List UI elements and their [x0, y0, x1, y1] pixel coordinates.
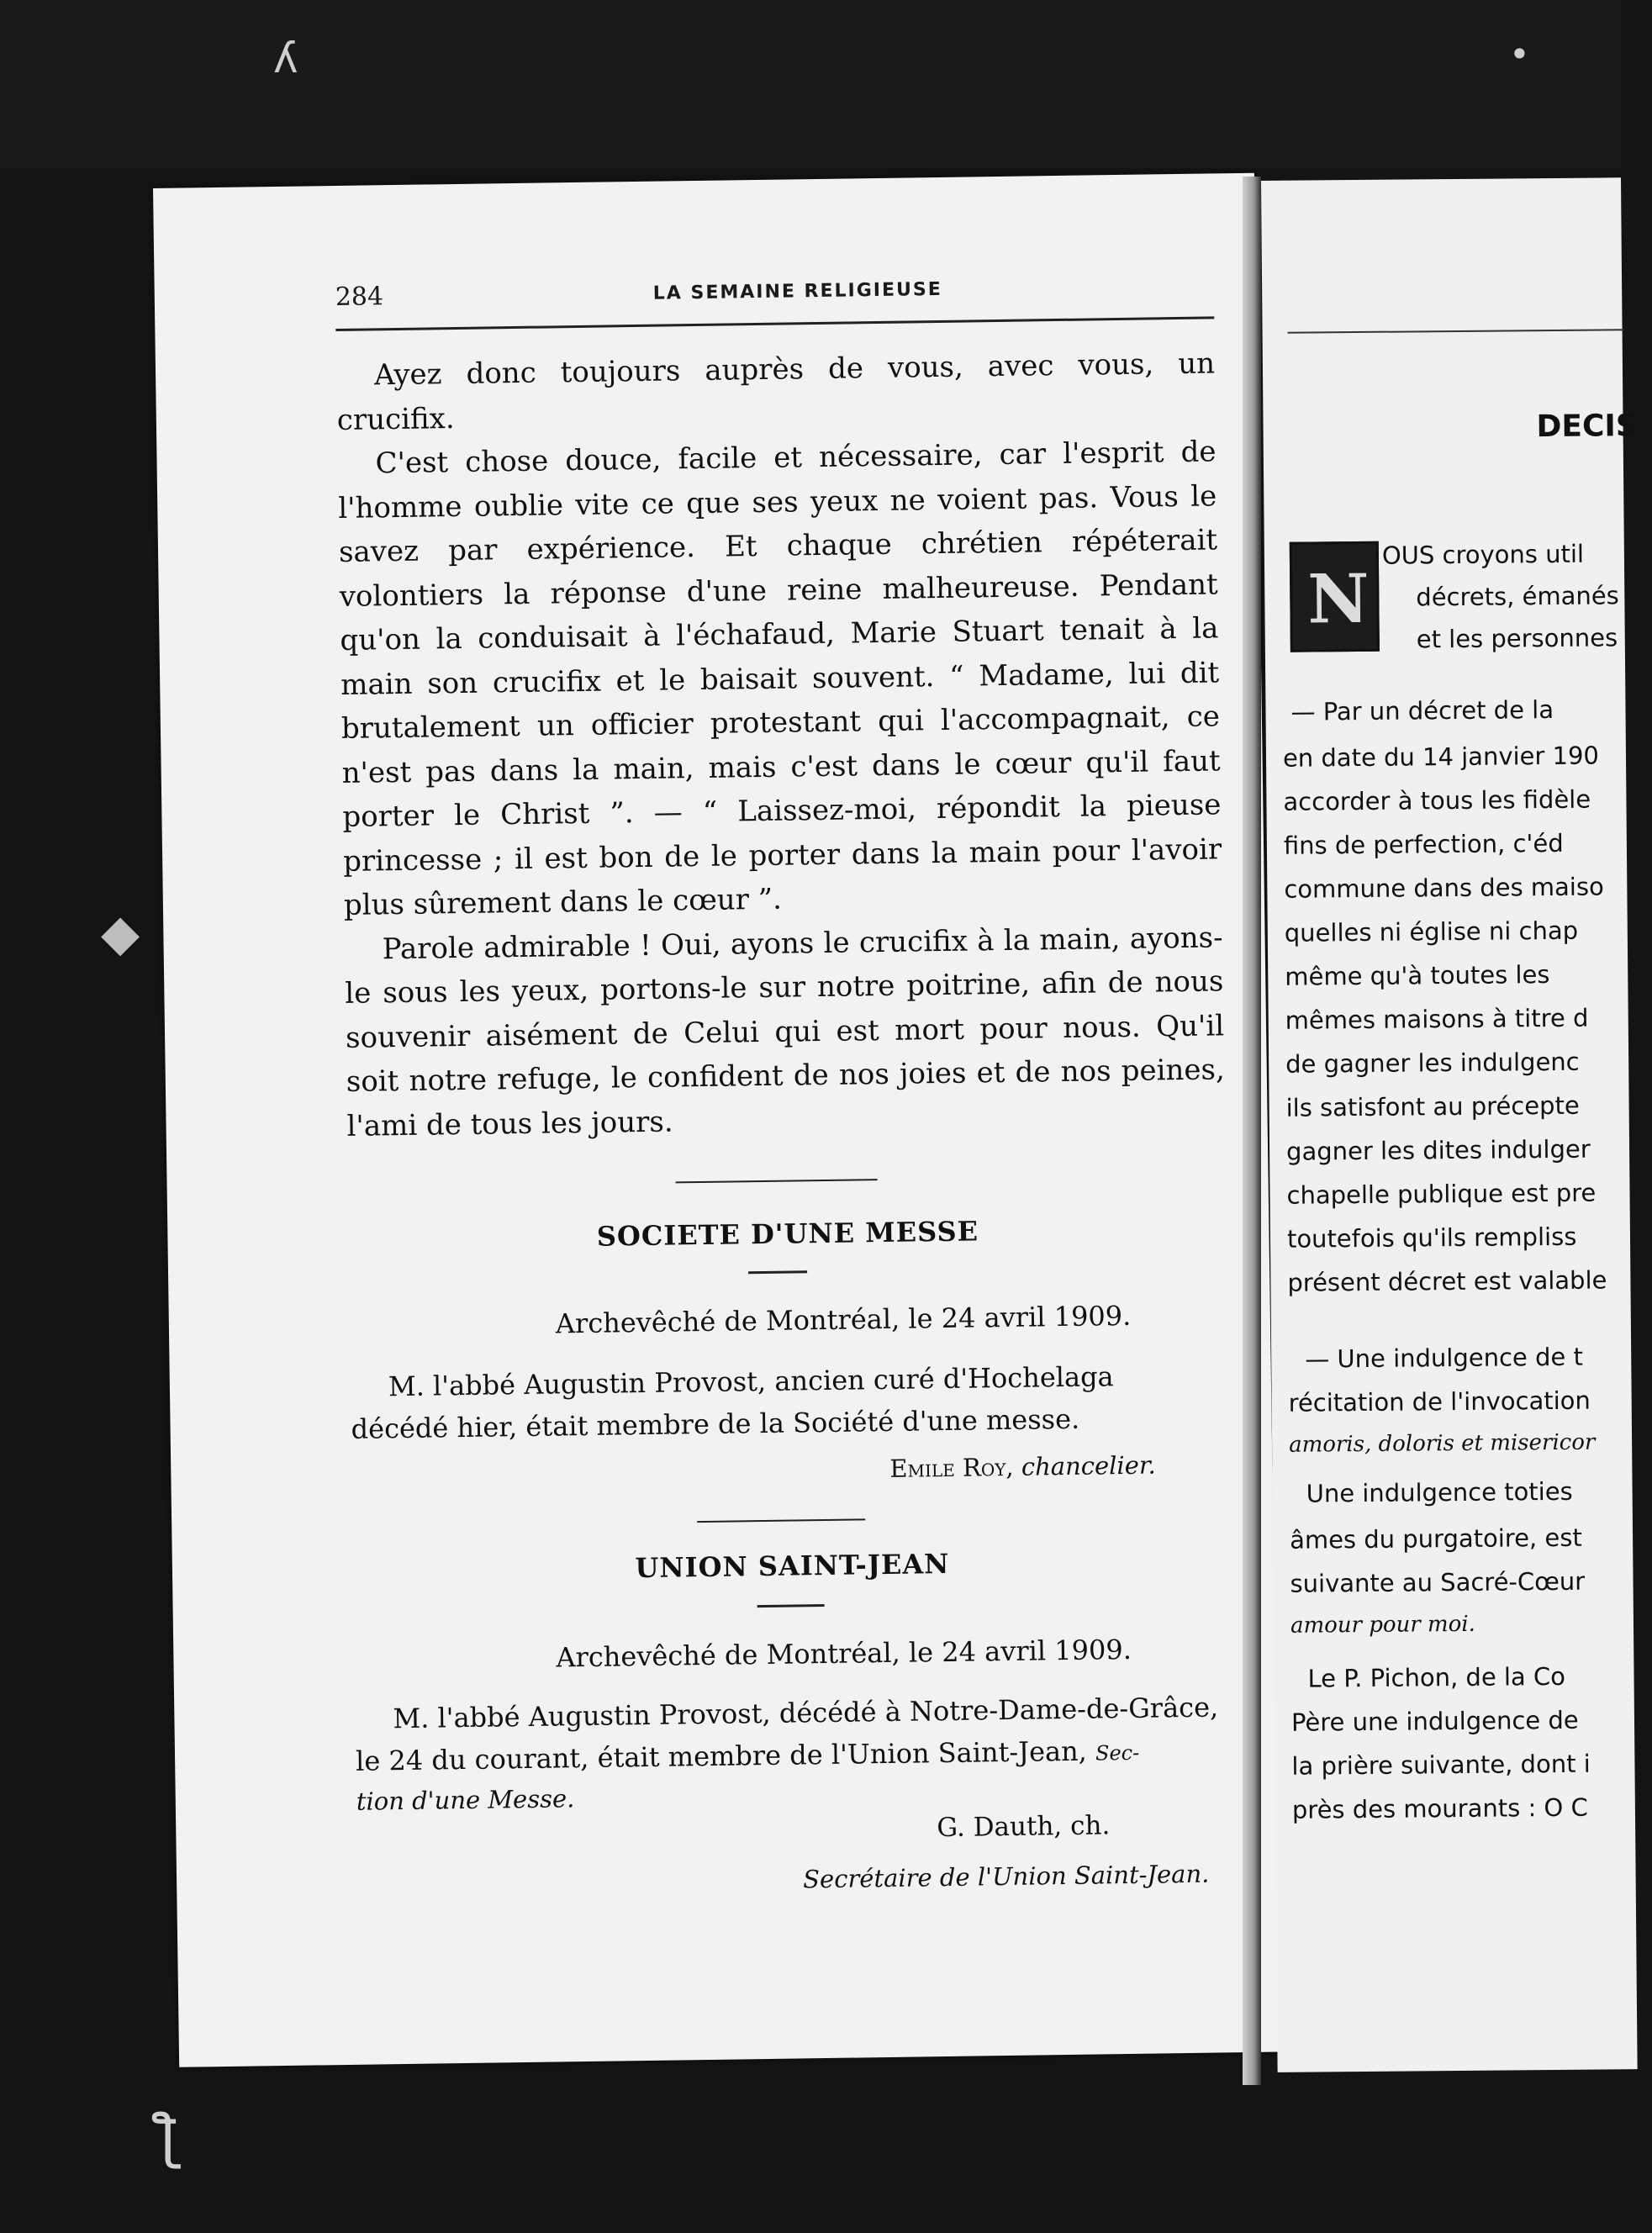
right-text-line: — Par un décret de la [1290, 694, 1554, 726]
right-text-line: amoris, doloris et misericor [1288, 1429, 1596, 1458]
right-text-line: commune dans des maiso [1284, 872, 1604, 904]
societe-signature [889, 1450, 1156, 1482]
paragraph: Ayez donc toujours auprès de vous, avec vous, un crucifix. [336, 346, 1216, 437]
paragraph: Parole admirable ! Oui, ayons le crucifix à la main, ayons-le sous les yeux, portons-le sur notre poitrine, afin de nous souvenir aisément de Celui qui est mort pour nous. Qu'il soit notre refuge, le confident de nos joies et de nos peines, l'ami de tous les jours. [345, 920, 1226, 1143]
right-text-line: quelles ni église ni chap [1284, 916, 1579, 948]
right-text-line: présent décret est valable [1287, 1265, 1607, 1297]
societe-dateline: Archevêché de Montréal, le 24 avril 1909. [555, 1299, 1132, 1340]
right-text-line: récitation de l'invocation [1288, 1386, 1591, 1417]
right-text-line: en date du 14 janvier 190 [1282, 741, 1600, 773]
union-text-line [356, 1734, 1140, 1777]
ornamental-dropcap [1290, 541, 1380, 652]
right-text-line: Père une indulgence de [1290, 1705, 1579, 1737]
right-text-line: âmes du purgatoire, est [1289, 1523, 1582, 1555]
right-text-line: de gagner les indulgenc [1285, 1047, 1580, 1079]
right-text-line: près des mourants : O C [1291, 1792, 1588, 1824]
film-speck: ◆ [101, 904, 140, 963]
right-text-line: ils satisfont au précepte [1285, 1090, 1580, 1122]
union-signature-name: G. Dauth, ch. [937, 1810, 1111, 1844]
union-text-part: le 24 du courant, était membre de l'Union Saint-Jean, [355, 1734, 1088, 1777]
right-text-line: même qu'à toutes les [1285, 960, 1550, 991]
section-divider [697, 1518, 865, 1523]
right-text-line: mêmes maisons à titre d [1285, 1003, 1589, 1035]
societe-title: SOCIETE D'UNE MESSE [596, 1215, 979, 1253]
signature-title: chancelier. [1021, 1450, 1156, 1481]
union-dateline: Archevêché de Montréal, le 24 avril 1909. [556, 1633, 1132, 1674]
right-text-line: Le P. Pichon, de la Co [1307, 1661, 1566, 1693]
film-speck: ʎ [273, 34, 298, 82]
section-divider [676, 1179, 878, 1183]
societe-text-line: décédé hier, était membre de la Société d'une messe. [351, 1402, 1080, 1445]
right-text-line: accorder à tous les fidèle [1283, 784, 1591, 816]
union-signature-title: Secrétaire de l'Union Saint-Jean. [802, 1859, 1210, 1894]
union-text-line: M. l'abbé Augustin Provost, décédé à Notre-Dame-de-Grâce, [393, 1691, 1219, 1735]
right-text-line: suivante au Sacré-Cœur [1290, 1566, 1586, 1598]
book-gutter [1243, 177, 1261, 2085]
right-text-line: toutefois qu'ils rempliss [1286, 1222, 1577, 1254]
paragraph: C'est chose douce, facile et nécessaire, car l'esprit de l'homme oublie vite ce que ses yeux ne voient pas. Vous le savez par expérience. Et chaque chrétien répéterait volontiers la réponse d'une reine malheureuse. Pendant qu'on la conduisait à l'échafaud, Marie Stuart tenait à la main son crucifix et le baisait souvent. “ Madame, lui dit brutalement un officier protestant qui l'accompagnait, ce n'est pas dans la main, mais c'est dans le cœur qu'il faut porter le Christ ”. — “ Laissez-moi, répondit la pieuse princesse ; il est bon de le porter dans la main pour l'avoir plus sûrement dans le cœur ”. [338, 435, 1222, 922]
right-text-line: fins de perfection, c'éd [1283, 828, 1564, 860]
signature-name: Emile Roy, [889, 1452, 1014, 1483]
right-text-line: — Une indulgence de t [1305, 1342, 1584, 1374]
right-text-line: OUS croyons util [1381, 539, 1585, 570]
right-text-line: et les personnes [1416, 623, 1618, 654]
film-speck: • [1509, 34, 1530, 75]
right-page-title: DECIS [1536, 409, 1638, 445]
right-text-line: gagner les dites indulger [1285, 1134, 1591, 1166]
right-text-line: amour pour moi. [1290, 1611, 1475, 1639]
film-speck: ƪ [160, 2102, 180, 2171]
journal-title: LA SEMAINE RELIGIEUSE [652, 278, 942, 304]
header-rule [1288, 329, 1624, 333]
title-underline [748, 1270, 807, 1274]
union-text-line: tion d'une Messe. [356, 1784, 575, 1816]
right-text-line: chapelle publique est pre [1286, 1178, 1597, 1210]
right-text-line: Une indulgence toties [1306, 1476, 1573, 1508]
header-rule [335, 316, 1214, 331]
union-title: UNION SAINT-JEAN [635, 1547, 950, 1585]
left-page [153, 173, 1280, 2067]
societe-text-line: M. l'abbé Augustin Provost, ancien curé d'Hochelaga [388, 1360, 1114, 1403]
article-body [336, 341, 1226, 1148]
page-number: 284 [335, 282, 384, 312]
right-text-line: la prière suivante, dont i [1291, 1749, 1591, 1781]
right-page [1261, 177, 1638, 2072]
running-head [335, 270, 1214, 316]
right-text-line: décrets, émanés [1416, 581, 1619, 612]
title-underline [757, 1604, 825, 1607]
dropcap-letter: N [1306, 558, 1370, 639]
union-text-part: Sec- [1095, 1740, 1140, 1766]
film-strip-background [0, 0, 1621, 168]
